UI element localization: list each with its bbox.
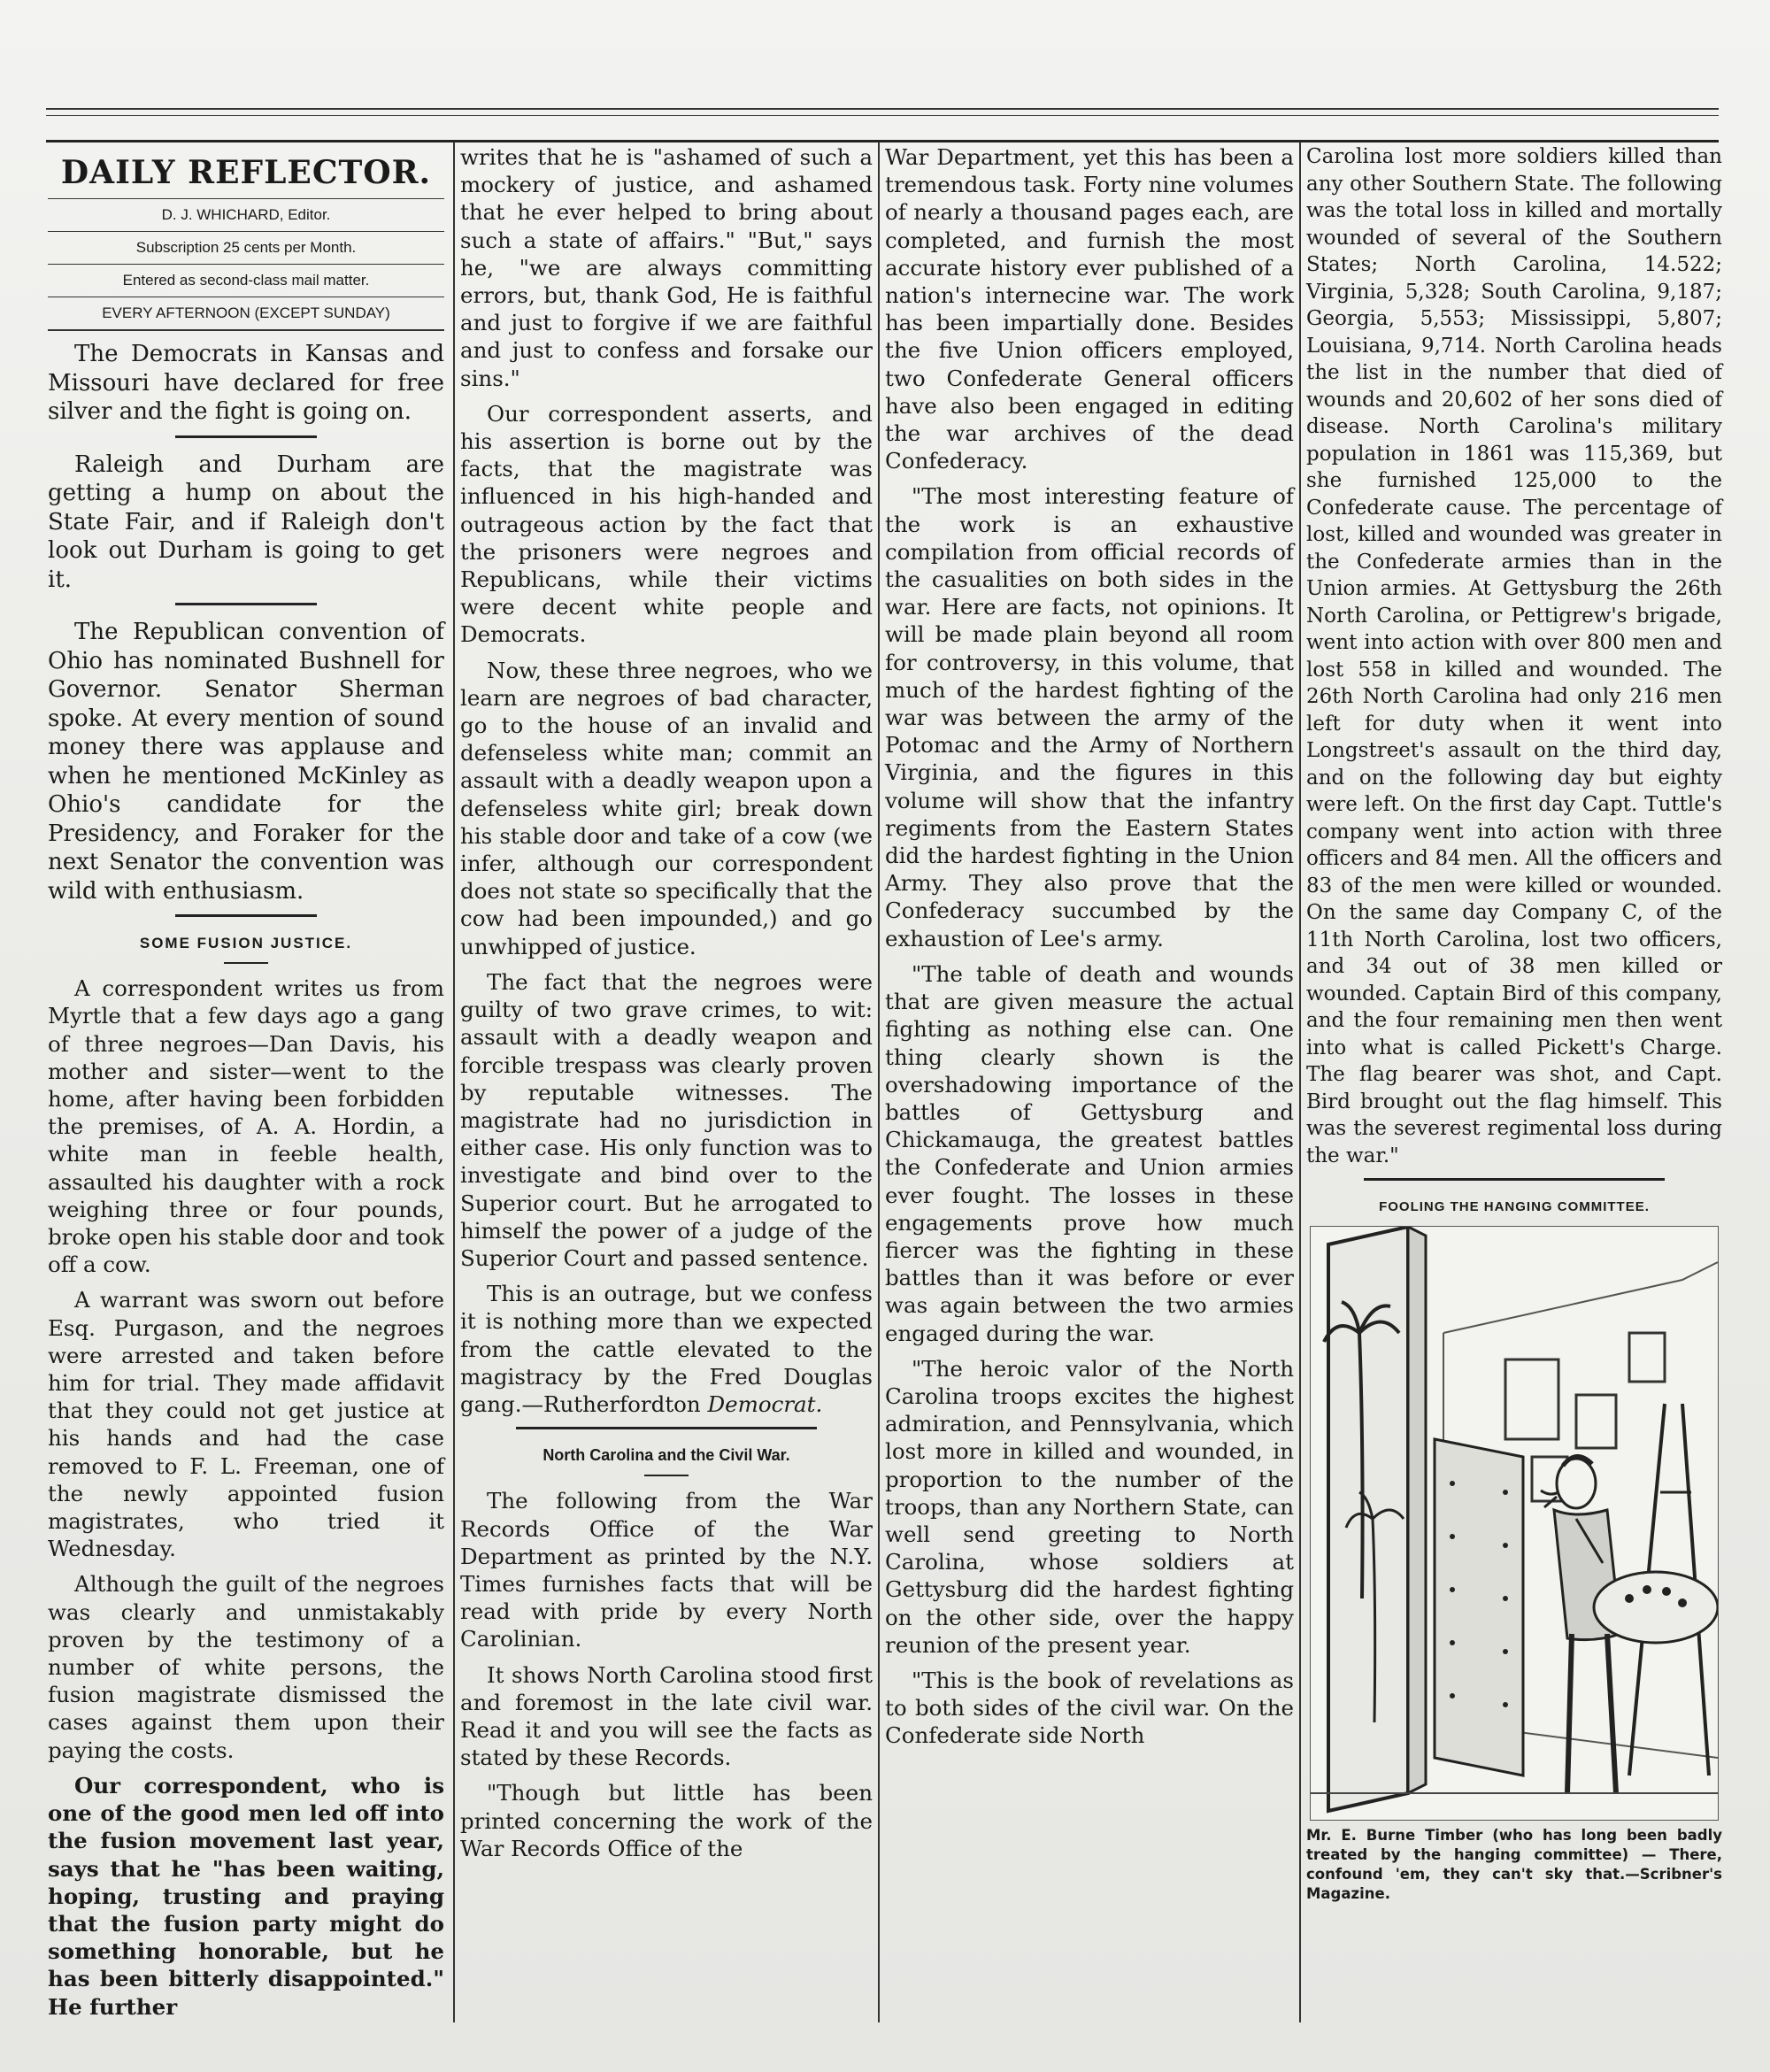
paragraph: It shows North Carolina stood first and foremost in the late civil war. Read it and you will see the facts as stated by these Records.: [460, 1661, 873, 1771]
top-rule: [46, 108, 1719, 110]
separator-rule: [644, 1475, 689, 1476]
paragraph: [460, 1280, 873, 1418]
paragraph: The Democrats in Kansas and Missouri have declared for free silver and the fight is going on.: [48, 341, 444, 425]
separator-rule: [224, 962, 268, 964]
paragraph: "The table of death and wounds that are given measure the actual fighting as nothing else can. One thing clearly shown is the overshadowing importance of the battles of Gettysburg and Chickamauga, the greatest battles the Confederate and Union armies ever fought. The losses in these engagements prove how much fiercer was the fighting in these battles than it was before or ever was again between the two armies engaged during the war.: [885, 960, 1294, 1346]
column-rule: [453, 142, 455, 2022]
column-3: [885, 143, 1294, 1758]
paragraph: Carolina lost more soldiers killed than any other Southern State. The following was the total loss in killed and mortally wounded of several of the Southern States; North Carolina, 14.522; Virginia, 5,328; South Carolina, 9,187; Georgia, 5,553; Mississippi, 5,807; Louisiana, 9,714. North Carolina heads the list in the number that died of wounds and 20,602 of her sons died of disease. North Carolina's military population in 1861 was 115,369, but she furnished 125,000 to the Confederate cause. The percentage of lost, killed and wounded was greater in the Confederate armies than in the Union armies. At Gettysburg the 26th North Carolina, or Pettigrew's brigade, went into action with over 800 men and lost 558 in killed and wounded. The 26th North Carolina had only 216 men left for duty when it went into Longstreet's assault on the third day, and on the following day but eighty were left. On the first day Capt. Tuttle's company went into action with three officers and 84 men. All the officers and 83 of the men were killed or wounded. On the same day Company C, of the 11th North Carolina, lost two officers, and 34 out of 38 men killed or wounded. Captain Bird of this company, and the four remaining men then went into what is called Pickett's Charge. The flag bearer was shot, and Capt. Bird brought out the flag himself. This was the severest regimental loss during the war.": [1306, 145, 1722, 1167]
masthead-schedule: EVERY AFTERNOON (EXCEPT SUNDAY): [48, 297, 444, 331]
top-rule: [46, 140, 1719, 142]
paragraph: "Though but little has been printed concerning the work of the War Records Office of the: [460, 1780, 873, 1861]
top-rule: [46, 115, 1719, 116]
cartoon-illustration: [1310, 1226, 1719, 1821]
separator-rule: [175, 603, 317, 605]
illustration-caption: Mr. E. Burne Timber (who has long been badly treated by the hanging committee) — There, confound 'em, they can't sky that.—Scribner's Magazine.: [1306, 1827, 1722, 1903]
paragraph: "The most interesting feature of the work is an exhaustive compilation from official records of the casualities on both sides in the war. Here are facts, not opinions. It will be made plain beyond all room for controversy, in this volume, that much of the hardest fighting of the war was between the army of the Potomac and the Army of Northern Virginia, and the figures in this volume will show that the infantry regiments from the Eastern States did the hardest fighting in the Union Army. They also prove that the Confederacy succumbed by the exhaustion of Lee's army.: [885, 483, 1294, 951]
paragraph: "This is the book of revelations as to both sides of the civil war. On the Confederate side North: [885, 1667, 1294, 1749]
paragraph: Although the guilt of the negroes was clearly and unmistakably proven by the testimony of a number of white persons, the fusion magistrate dismissed the cases against them upon their paying the costs.: [48, 1571, 444, 1763]
paragraph: writes that he is "ashamed of such a mockery of justice, and ashamed that he ever helped to bring about such a state of affairs." "But," says he, "we are always committing errors, but, thank God, He is faithful and just to forgive if we are faithful and just to confess and forsake our sins.": [460, 144, 873, 391]
masthead-editor: D. J. WHICHARD, Editor.: [48, 198, 444, 231]
column-2: [460, 143, 873, 1870]
paragraph: "The heroic valor of the North Carolina troops excites the highest admiration, and Pennsylvania, which lost more in killed and wounded, in proportion to the number of the troops, than any Northern State, can well send greeting to North Carolina, whose soldiers at Gettysburg did the hardest fighting on the other side, over the happy reunion of the present year.: [885, 1355, 1294, 1658]
column-1: [48, 143, 444, 2029]
column-rule: [878, 142, 880, 2022]
source-italic: Democrat.: [707, 1390, 823, 1417]
paragraph: The following from the War Records Office of the War Department as printed by the N.Y. Times furnishes facts that will be read with pride by every North Carolinian.: [460, 1488, 873, 1652]
masthead-subscription: Subscription 25 cents per Month.: [48, 231, 444, 264]
separator-rule: [1364, 1178, 1665, 1181]
paragraph: War Department, yet this has been a tremendous task. Forty nine volumes of nearly a thousand pages each, are completed, and furnish the most accurate history ever published of a nation's internecine war. The work has been impartially done. Besides the five Union officers employed, two Confederate General officers have also been engaged in editing the war archives of the dead Confederacy.: [885, 144, 1294, 474]
paragraph: Raleigh and Durham are getting a hump on about the State Fair, and if Raleigh don't look out Durham is going to get it.: [48, 451, 444, 593]
separator-rule: [516, 1427, 817, 1429]
article-heading: North Carolina and the Civil War.: [543, 1446, 790, 1465]
masthead-mail: Entered as second-class mail matter.: [48, 264, 444, 297]
article-heading: FOOLING THE HANGING COMMITTEE.: [1379, 1199, 1650, 1214]
paragraph-text: This is an outrage, but we confess it is nothing more than we expected from the cattle elevated to the magistracy by the Fred Douglas gang.—Rutherfordton: [460, 1281, 873, 1417]
separator-rule: [175, 914, 317, 917]
paragraph: Our correspondent asserts, and his assertion is borne out by the facts, that the magistrate was influenced in his high-handed and outrageous action by the fact that the prisoners were negroes and Republicans, while their victims were decent white people and Democrats.: [460, 400, 873, 648]
separator-rule: [175, 435, 317, 438]
paragraph: A correspondent writes us from Myrtle that a few days ago a gang of three negroes—Dan Davis, his mother and sister—went to the home, after having been forbidden the premises, of A. A. Hordin, a white man in feeble health, assaulted his daughter with a rock weighing three or four pounds, broke open his stable door and took off a cow.: [48, 975, 444, 1278]
paragraph: A warrant was sworn out before Esq. Purgason, and the negroes were arrested and taken before him for trial. They made affidavit that they could not get justice at his hands and had the case removed to F. L. Freeman, one of the newly appointed fusion magistrates, who tried it Wednesday.: [48, 1287, 444, 1562]
paragraph: Now, these three negroes, who we learn are negroes of bad character, go to the house of an invalid and defenseless white man; commit an assault with a deadly weapon upon a defenseless white girl; break down his stable door and take of a cow (we infer, although our correspondent does not state so specifically that the cow had been impounded,) and go unwhipped of justice.: [460, 657, 873, 959]
paragraph: The Republican convention of Ohio has nominated Bushnell for Governor. Senator Sherman spoke. At every mention of sound money there was applause and when he mentioned McKinley as Ohio's candidate for the Presidency, and Foraker for the next Senator the convention was wild with enthusiasm.: [48, 619, 444, 905]
cartoon-illustration-drawing: [1311, 1227, 1718, 1820]
masthead-title: DAILY REFLECTOR.: [60, 154, 432, 191]
article-heading: SOME FUSION JUSTICE.: [139, 935, 353, 951]
column-rule: [1299, 142, 1301, 2022]
column-4: [1306, 143, 1722, 1904]
paragraph: The fact that the negroes were guilty of two grave crimes, to wit: assault with a deadly weapon and forcible trespass was clearly proven by reputable witnesses. The magistrate had no jurisdiction in either case. His only function was to investigate and bind over to the Superior court. But he arrogated to himself the power of a judge of the Superior Court and passed sentence.: [460, 968, 873, 1271]
paragraph: Our correspondent, who is one of the good men led off into the fusion movement last year, says that he "has been waiting, hoping, trusting and praying that the fusion party might do something honorable, but he has been bitterly disappointed." He further: [48, 1772, 444, 2020]
